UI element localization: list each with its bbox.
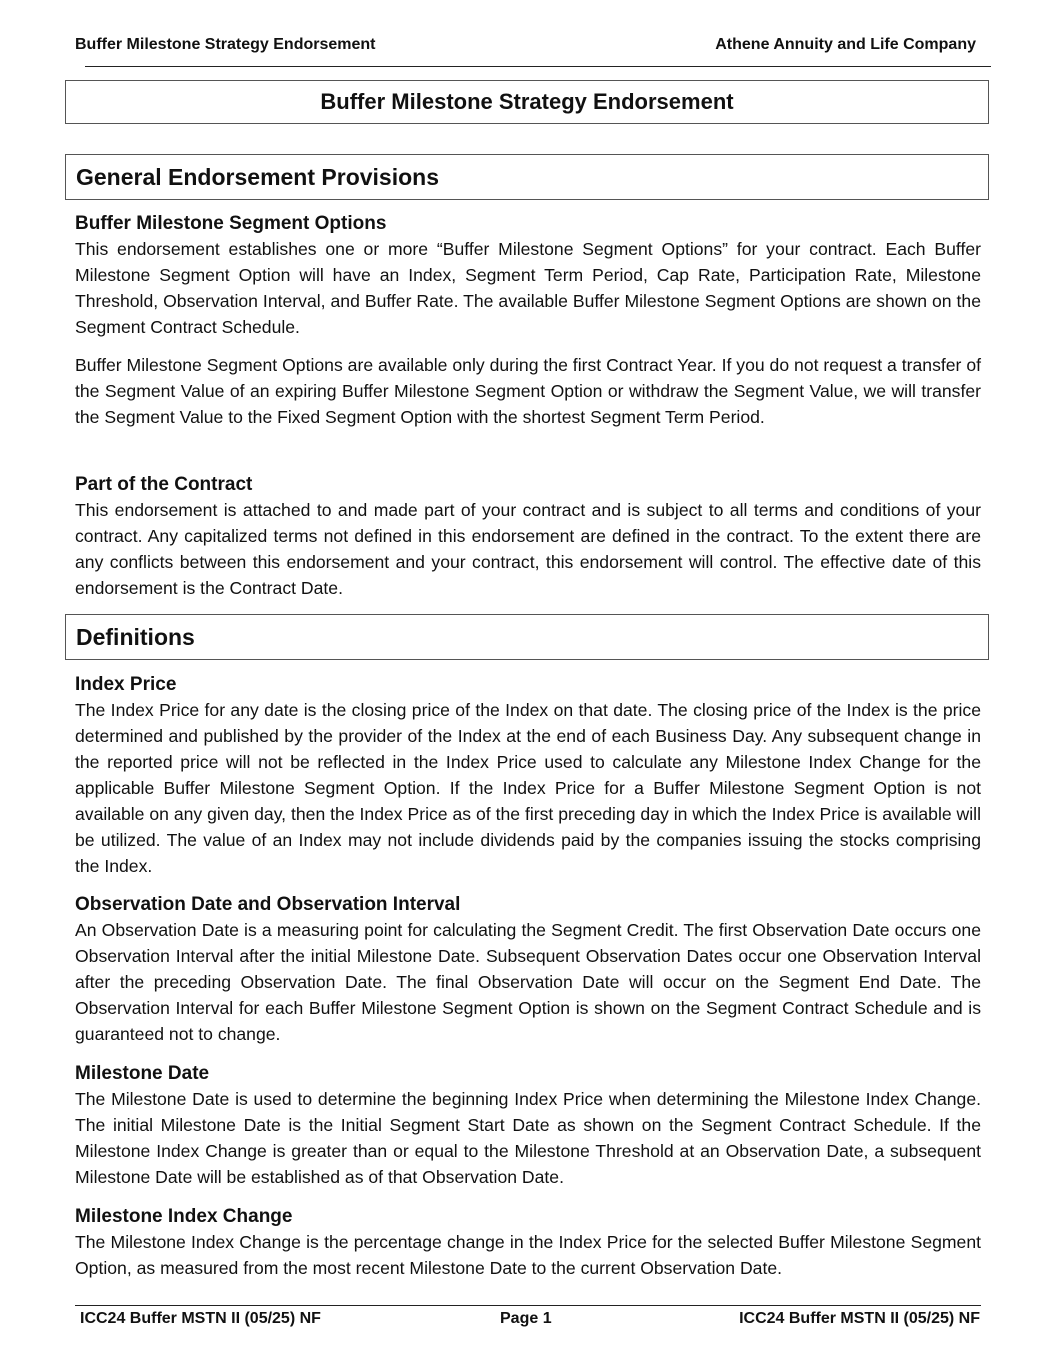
footer-form-number-left: ICC24 Buffer MSTN II (05/25) NF xyxy=(80,1310,321,1327)
milestone-date-heading: Milestone Date xyxy=(75,1063,210,1084)
page-header xyxy=(75,36,976,56)
segment-options-block xyxy=(75,212,981,430)
milestone-date-block xyxy=(75,1062,981,1190)
section-heading-general: General Endorsement Provisions xyxy=(65,154,989,200)
header-company-name: Athene Annuity and Life Company xyxy=(715,36,976,53)
milestone-date-paragraph: The Milestone Date is used to determine the beginning Index Price when determining the Milestone Index Change. The initial Milestone Date is the Initial Segment Start Date as shown on the Segment Contract Schedule. If the Milestone Index Change is greater than or equal to the Milestone Threshold at an Observation Date, a subsequent Milestone Date will be established as of that Observation Date. xyxy=(75,1089,981,1187)
segment-options-heading: Buffer Milestone Segment Options xyxy=(75,213,387,234)
milestone-index-change-heading: Milestone Index Change xyxy=(75,1206,293,1227)
segment-options-paragraph-1: This endorsement establishes one or more “Buffer Milestone Segment Options” for your contract. Each Buffer Milestone Segment Option will have an Index, Segment Term Period, Cap Rate, Participation Rate, Milestone Threshold, Observation Interval, and Buffer Rate. The available Buffer Milestone Segment Options are shown on the Segment Contract Schedule. xyxy=(75,239,981,337)
footer-divider xyxy=(75,1305,981,1306)
part-of-contract-heading: Part of the Contract xyxy=(75,474,253,495)
index-price-heading: Index Price xyxy=(75,674,177,695)
milestone-index-change-paragraph: The Milestone Index Change is the percentage change in the Index Price for the selected Buffer Milestone Segment Option, as measured from the most recent Milestone Date to the current Observation Date. xyxy=(75,1232,981,1278)
header-document-title: Buffer Milestone Strategy Endorsement xyxy=(75,36,376,53)
header-divider xyxy=(85,66,991,67)
observation-paragraph: An Observation Date is a measuring point for calculating the Segment Credit. The first Observation Date occurs one Observation Interval after the initial Milestone Date. Subsequent Observation Dates occur one Observation Interval after the preceding Observation Date. The final Observation Date will occur on the Segment End Date. The Observation Interval for each Buffer Milestone Segment Option is shown on the Segment Contract Schedule and is guaranteed not to change. xyxy=(75,920,981,1044)
index-price-block xyxy=(75,673,981,879)
footer-page-number: Page 1 xyxy=(500,1310,552,1327)
part-of-contract-paragraph: This endorsement is attached to and made part of your contract and is subject to all terms and conditions of your contract. Any capitalized terms not defined in this endorsement are defined in the contract. To the extent there are any conflicts between this endorsement and your contract, this endorsement will control. The effective date of this endorsement is the Contract Date. xyxy=(75,500,981,598)
footer-form-number-right: ICC24 Buffer MSTN II (05/25) NF xyxy=(739,1310,980,1327)
page-footer xyxy=(80,1310,980,1330)
observation-heading: Observation Date and Observation Interval xyxy=(75,894,461,915)
part-of-contract-block xyxy=(75,473,981,601)
section-heading-definitions: Definitions xyxy=(65,614,989,660)
milestone-index-change-block xyxy=(75,1205,981,1281)
document-title: Buffer Milestone Strategy Endorsement xyxy=(65,80,989,124)
segment-options-paragraph-2: Buffer Milestone Segment Options are available only during the first Contract Year. If you do not request a transfer of the Segment Value of an expiring Buffer Milestone Segment Option or withdraw the Segment Value, we will transfer the Segment Value to the Fixed Segment Option with the shortest Segment Term Period. xyxy=(75,355,981,427)
index-price-paragraph: The Index Price for any date is the closing price of the Index on that date. The closing price of the Index is the price determined and published by the provider of the Index at the end of each Business Day. Any subsequent change in the reported price will not be reflected in the Index Price used to calculate any Milestone Index Change for the applicable Buffer Milestone Segment Option. If the Index Price for a Buffer Milestone Segment Option is not available on any given day, then the Index Price as of the first preceding day in which the Index Price is available will be utilized. The value of an Index may not include dividends paid by the companies issuing the stocks comprising the Index. xyxy=(75,700,981,876)
observation-block xyxy=(75,893,981,1047)
